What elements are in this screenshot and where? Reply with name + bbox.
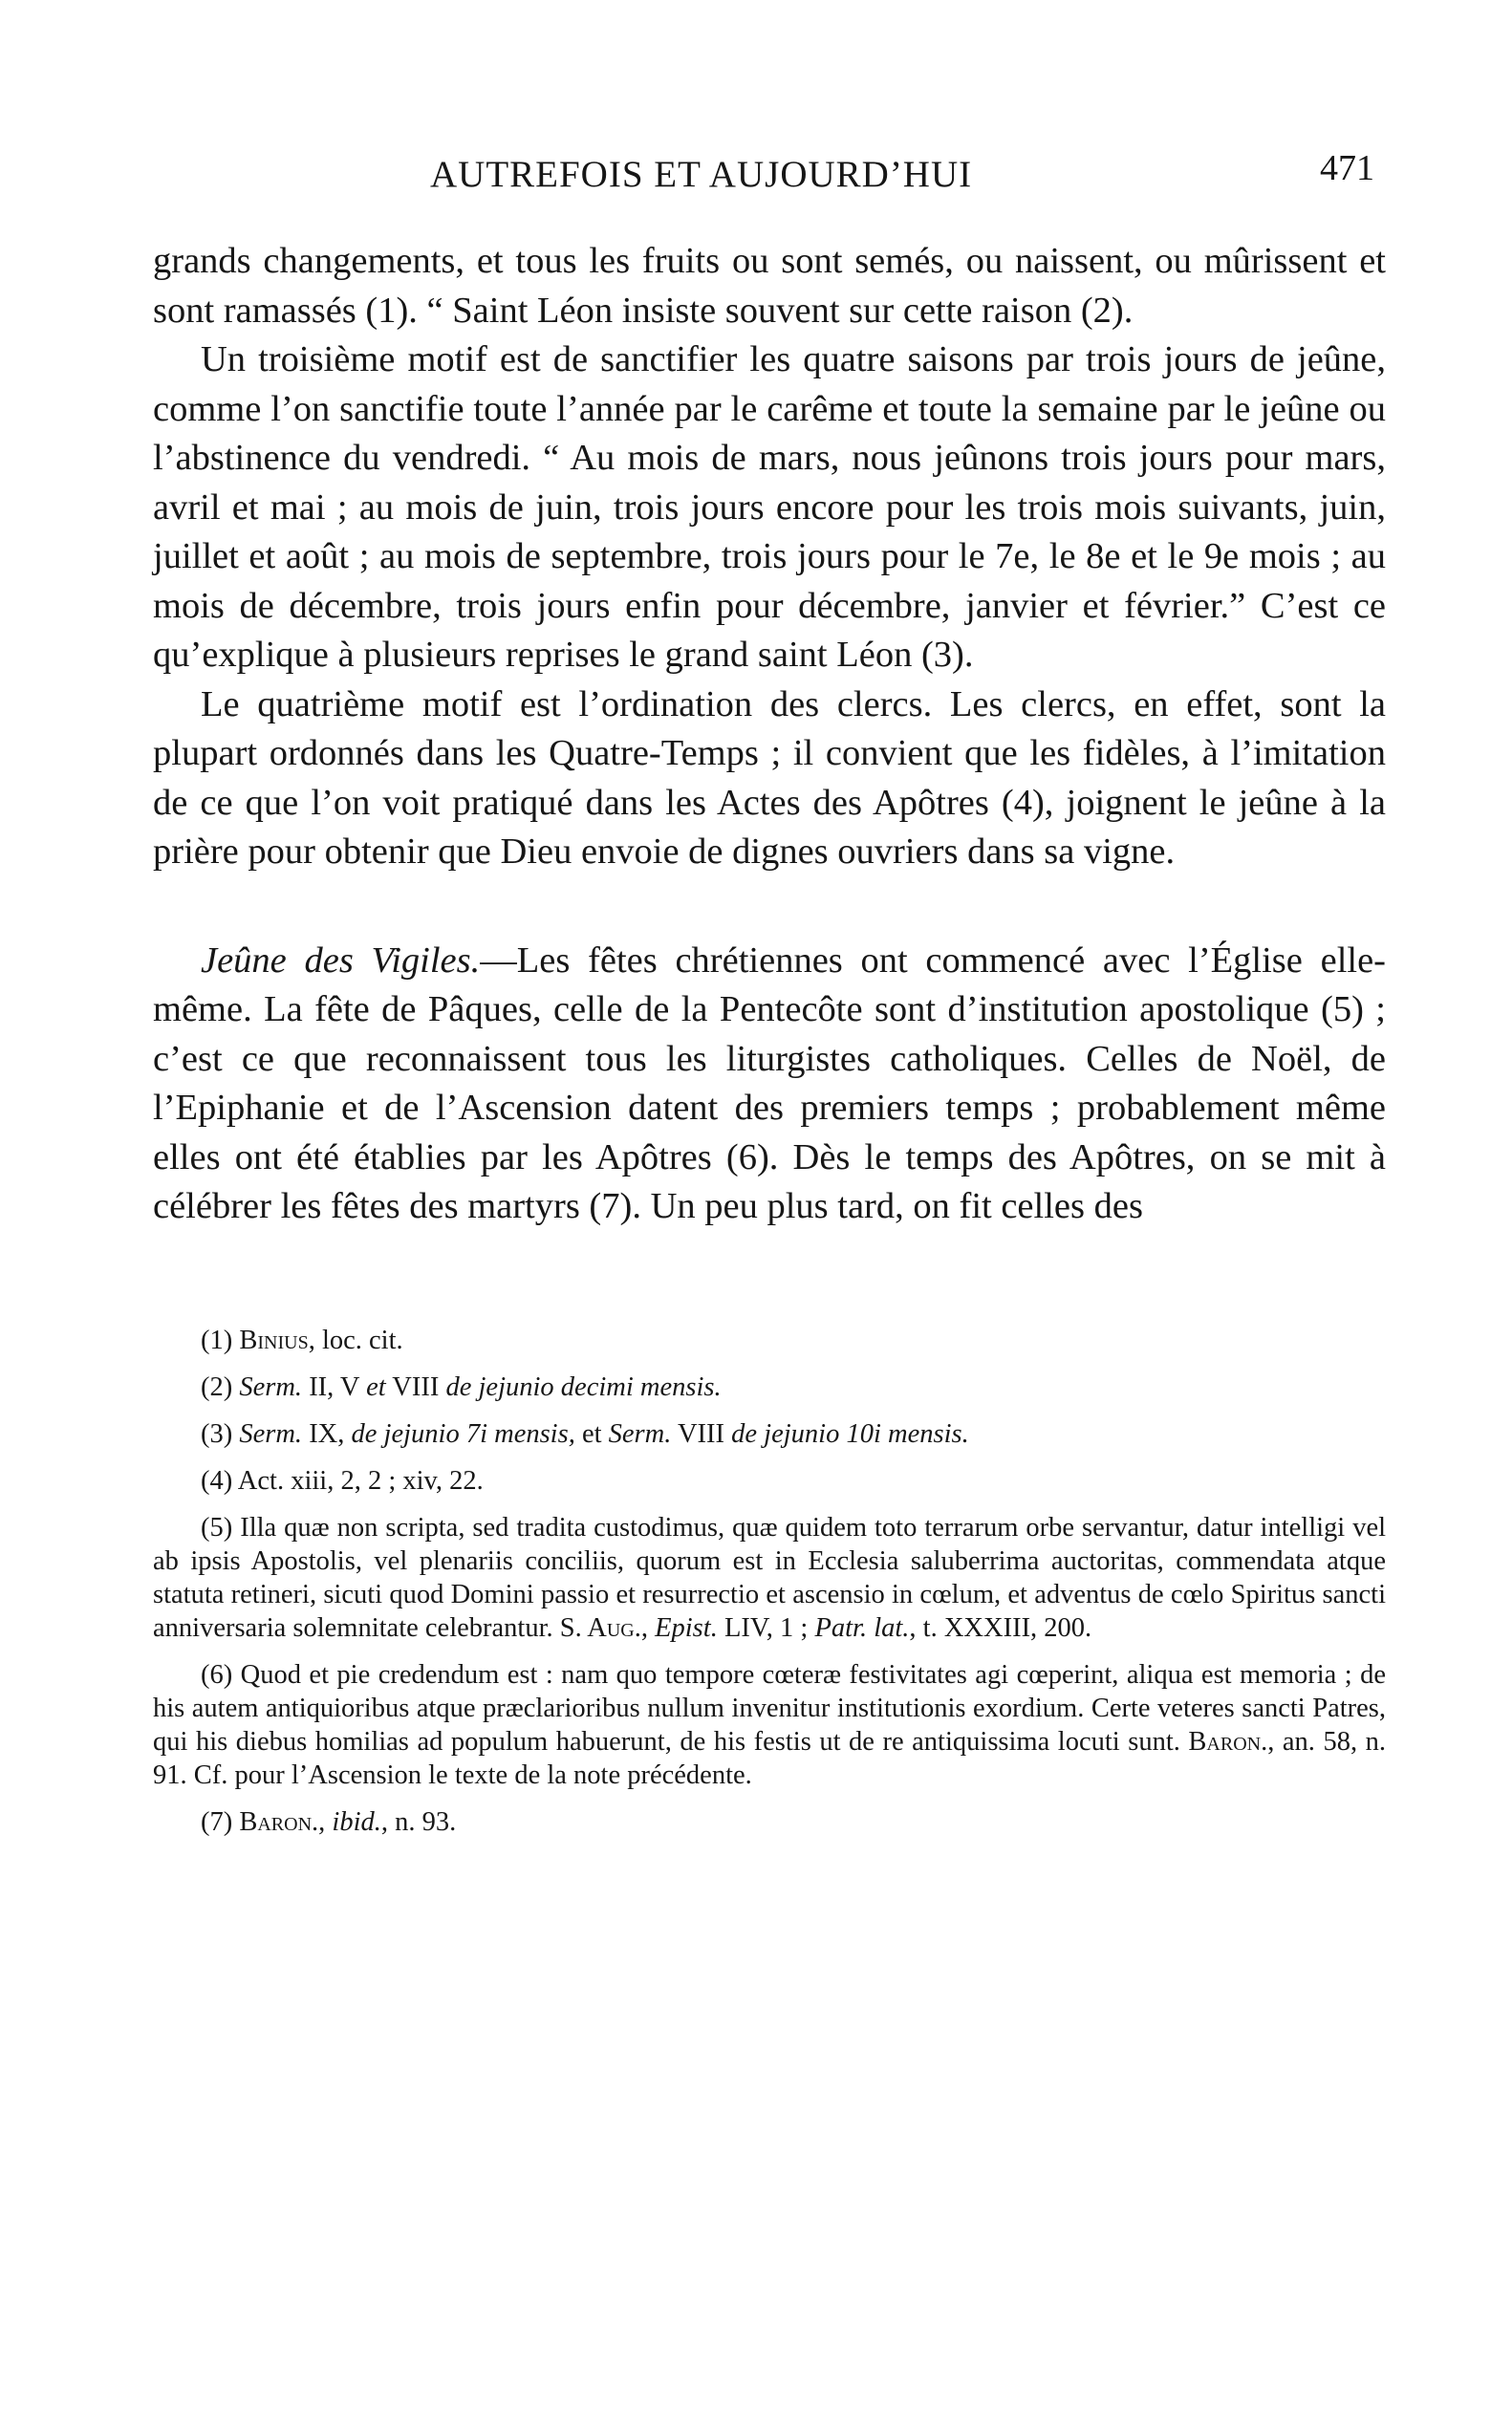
book-page bbox=[153, 143, 1386, 1852]
footnote-2-title: de jejunio decimi mensis. bbox=[445, 1371, 722, 1402]
footnote-3-title1: de jejunio 7i mensis, bbox=[351, 1418, 575, 1449]
footnote-3-serm2: Serm. bbox=[608, 1418, 672, 1449]
footnote-5-line: orbe servantur, datur intelligi vel ab ipsis Apostolis, vel plenariis conciliis, bbox=[153, 1512, 1387, 1576]
footnote-3-title2: de jejunio 10i mensis. bbox=[731, 1418, 969, 1449]
paragraph-4 bbox=[153, 937, 1386, 1232]
page-number: 471 bbox=[1320, 148, 1374, 188]
footnote-5-source-author: S. Aug. bbox=[559, 1612, 641, 1643]
footnote-6-text bbox=[153, 1660, 1386, 1790]
footnote-5-line: (5) Illa quæ non scripta, sed tradita custodimus, quæ quidem toto terrarum bbox=[201, 1512, 1019, 1543]
footnote-6-line: diebus homilias ad populum habuerunt, de his festis ut de re antiquissima bbox=[235, 1726, 1050, 1757]
footnote-5-line: quorum est in Ecclesia saluberrima auctoritas, commendata atque statuta bbox=[153, 1545, 1387, 1609]
footnote-5-source-end: , t. XXXIII, 200. bbox=[909, 1612, 1092, 1643]
footnote-1-number: (1) bbox=[201, 1325, 233, 1355]
paragraph-2: Un troisième motif est de sanctifier les quatre saisons par trois jours de jeûne, comme l’on sanctifie toute l’année par le carême et toute la semaine par le jeûne ou l’abstinence du vendredi. “ Au mois de mars, nous jeûnons trois jours pour mars, avril et mai ; au mois de juin, trois jours encore pour les trois mois suivants, juin, juillet et août ; au mois de septembre, trois jours pour le 7e, le 8e et le 9e mois ; au mois de décembre, trois jours enfin pour décembre, janvier et février.” C’est ce qu’explique à plusieurs reprises le grand saint Léon (3). bbox=[153, 339, 1386, 675]
paragraph-3: Le quatrième motif est l’ordination des clercs. Les clercs, en effet, sont la plupart ordonnés dans les Quatre-Temps ; il convient que les fidèles, à l’imitation de ce que l’on voit pratiqué dans les Actes des Apôtres (4), joignent le jeûne à la prière pour obtenir que Dieu envoie de dignes ouvriers dans sa vigne. bbox=[153, 683, 1386, 872]
running-title: AUTREFOIS ET AUJOURD’HUI bbox=[430, 154, 973, 195]
footnote-7-end: , n. 93. bbox=[380, 1806, 457, 1837]
footnote-4-text: Act. xiii, 2, 2 ; xiv, 22. bbox=[237, 1465, 484, 1496]
footnote-2-et: et bbox=[366, 1371, 386, 1402]
footnote-6 bbox=[153, 1658, 1386, 1792]
main-text bbox=[153, 237, 1386, 1232]
footnote-7-sep: , bbox=[318, 1806, 333, 1837]
footnote-5-source-epist: Epist. bbox=[655, 1612, 718, 1643]
footnote-3-mid: IX, bbox=[302, 1418, 352, 1449]
footnote-7-author: Baron. bbox=[239, 1806, 319, 1837]
footnote-7-ibid: ibid. bbox=[332, 1806, 381, 1837]
footnote-5-source-patr: Patr. lat. bbox=[814, 1612, 910, 1643]
paragraph-1: grands changements, et tous les fruits ou sont semés, ou naissent, ou mûrissent et sont ramassés (1). “ Saint Léon insiste souvent sur cette raison (2). bbox=[153, 241, 1386, 331]
footnote-2-number: (2) bbox=[201, 1371, 233, 1402]
paragraph-4-text: —Les fêtes chrétiennes ont commencé avec l’Église elle-même. La fête de Pâques, celle de la Pentecôte sont d’institution apostolique (5) ; c’est ce que reconnaissent tous les liturgistes catholiques. Celles de Noël, de l’Epiphanie et de l’Ascension datent des premiers temps ; probablement même elles ont été établies par les Apôtres (6). Dès le temps des Apôtres, on se mit à célébrer les fêtes des martyrs (7). Un peu plus tard, on fit celles des bbox=[153, 939, 1387, 1226]
section-title: Jeûne des Vigiles. bbox=[201, 939, 481, 981]
footnote-6-last-end: , an. 58, n. 91. Cf. pour l’Ascension le texte de la note précédente. bbox=[153, 1726, 1386, 1790]
footnote-6-line: cœperint, aliqua est memoria ; de his autem antiquioribus atque præclarioribus bbox=[153, 1659, 1386, 1723]
footnote-3-number: (3) bbox=[201, 1418, 233, 1449]
footnote-3-et: et bbox=[574, 1418, 609, 1449]
footnote-1 bbox=[153, 1324, 1386, 1357]
footnote-7 bbox=[153, 1805, 1386, 1839]
footnote-4-number: (4) bbox=[201, 1465, 233, 1496]
footnote-6-line: nullum invenitur institutionis exordium. Certe veteres sancti Patres, qui his bbox=[153, 1693, 1387, 1757]
footnote-5-line: retineri, sicuti quod Domini passio et resurrectio et ascensio in cœlum, bbox=[230, 1579, 1002, 1609]
footnote-1-author: Binius bbox=[239, 1325, 309, 1355]
footnote-7-number: (7) bbox=[201, 1806, 233, 1837]
running-header bbox=[153, 143, 1386, 210]
footnote-3-mid2: VIII bbox=[671, 1418, 732, 1449]
footnote-2 bbox=[153, 1371, 1386, 1404]
footnote-5-text: (5) Illa quæ non scripta, sed tradita custodimus, quæ quidem toto terrarum orbe servantur, datur intelligi vel ab ipsis Apostolis, vel plenariis conciliis, quorum est in Ecclesia saluberrima auctoritas, commendata atque statuta retineri, sicuti quod Domini passio et resurrectio et ascensio in cœlum, et adventus de cœlo Spiritus sancti anniversaria solemnitate celebrantur. S. Aug., Epist. LIV, 1 ; Patr. lat., t. XXXIII, 200. bbox=[153, 1512, 1387, 1643]
footnote-5-line: et adventus de cœlo Spiritus sancti anniversaria solemnitate celebrantur. bbox=[153, 1579, 1387, 1643]
footnote-4 bbox=[153, 1464, 1386, 1498]
footnotes bbox=[153, 1324, 1386, 1839]
footnote-3-serm: Serm. bbox=[239, 1418, 303, 1449]
footnote-2-serm: Serm. bbox=[239, 1371, 303, 1402]
footnote-6-author: Baron. bbox=[1188, 1726, 1268, 1757]
footnote-1-text: , loc. cit. bbox=[308, 1325, 403, 1355]
footnote-6-last-start: locuti sunt. bbox=[1057, 1726, 1189, 1757]
footnote-2-mid: II, V bbox=[302, 1371, 367, 1402]
footnote-5 bbox=[153, 1511, 1386, 1645]
footnote-2-mid2: VIII bbox=[385, 1371, 446, 1402]
footnote-5-source-mid: LIV, 1 ; bbox=[717, 1612, 815, 1643]
footnote-3 bbox=[153, 1417, 1386, 1451]
footnote-6-line: (6) Quod et pie credendum est : nam quo tempore cœteræ festivitates agi bbox=[201, 1659, 1009, 1690]
